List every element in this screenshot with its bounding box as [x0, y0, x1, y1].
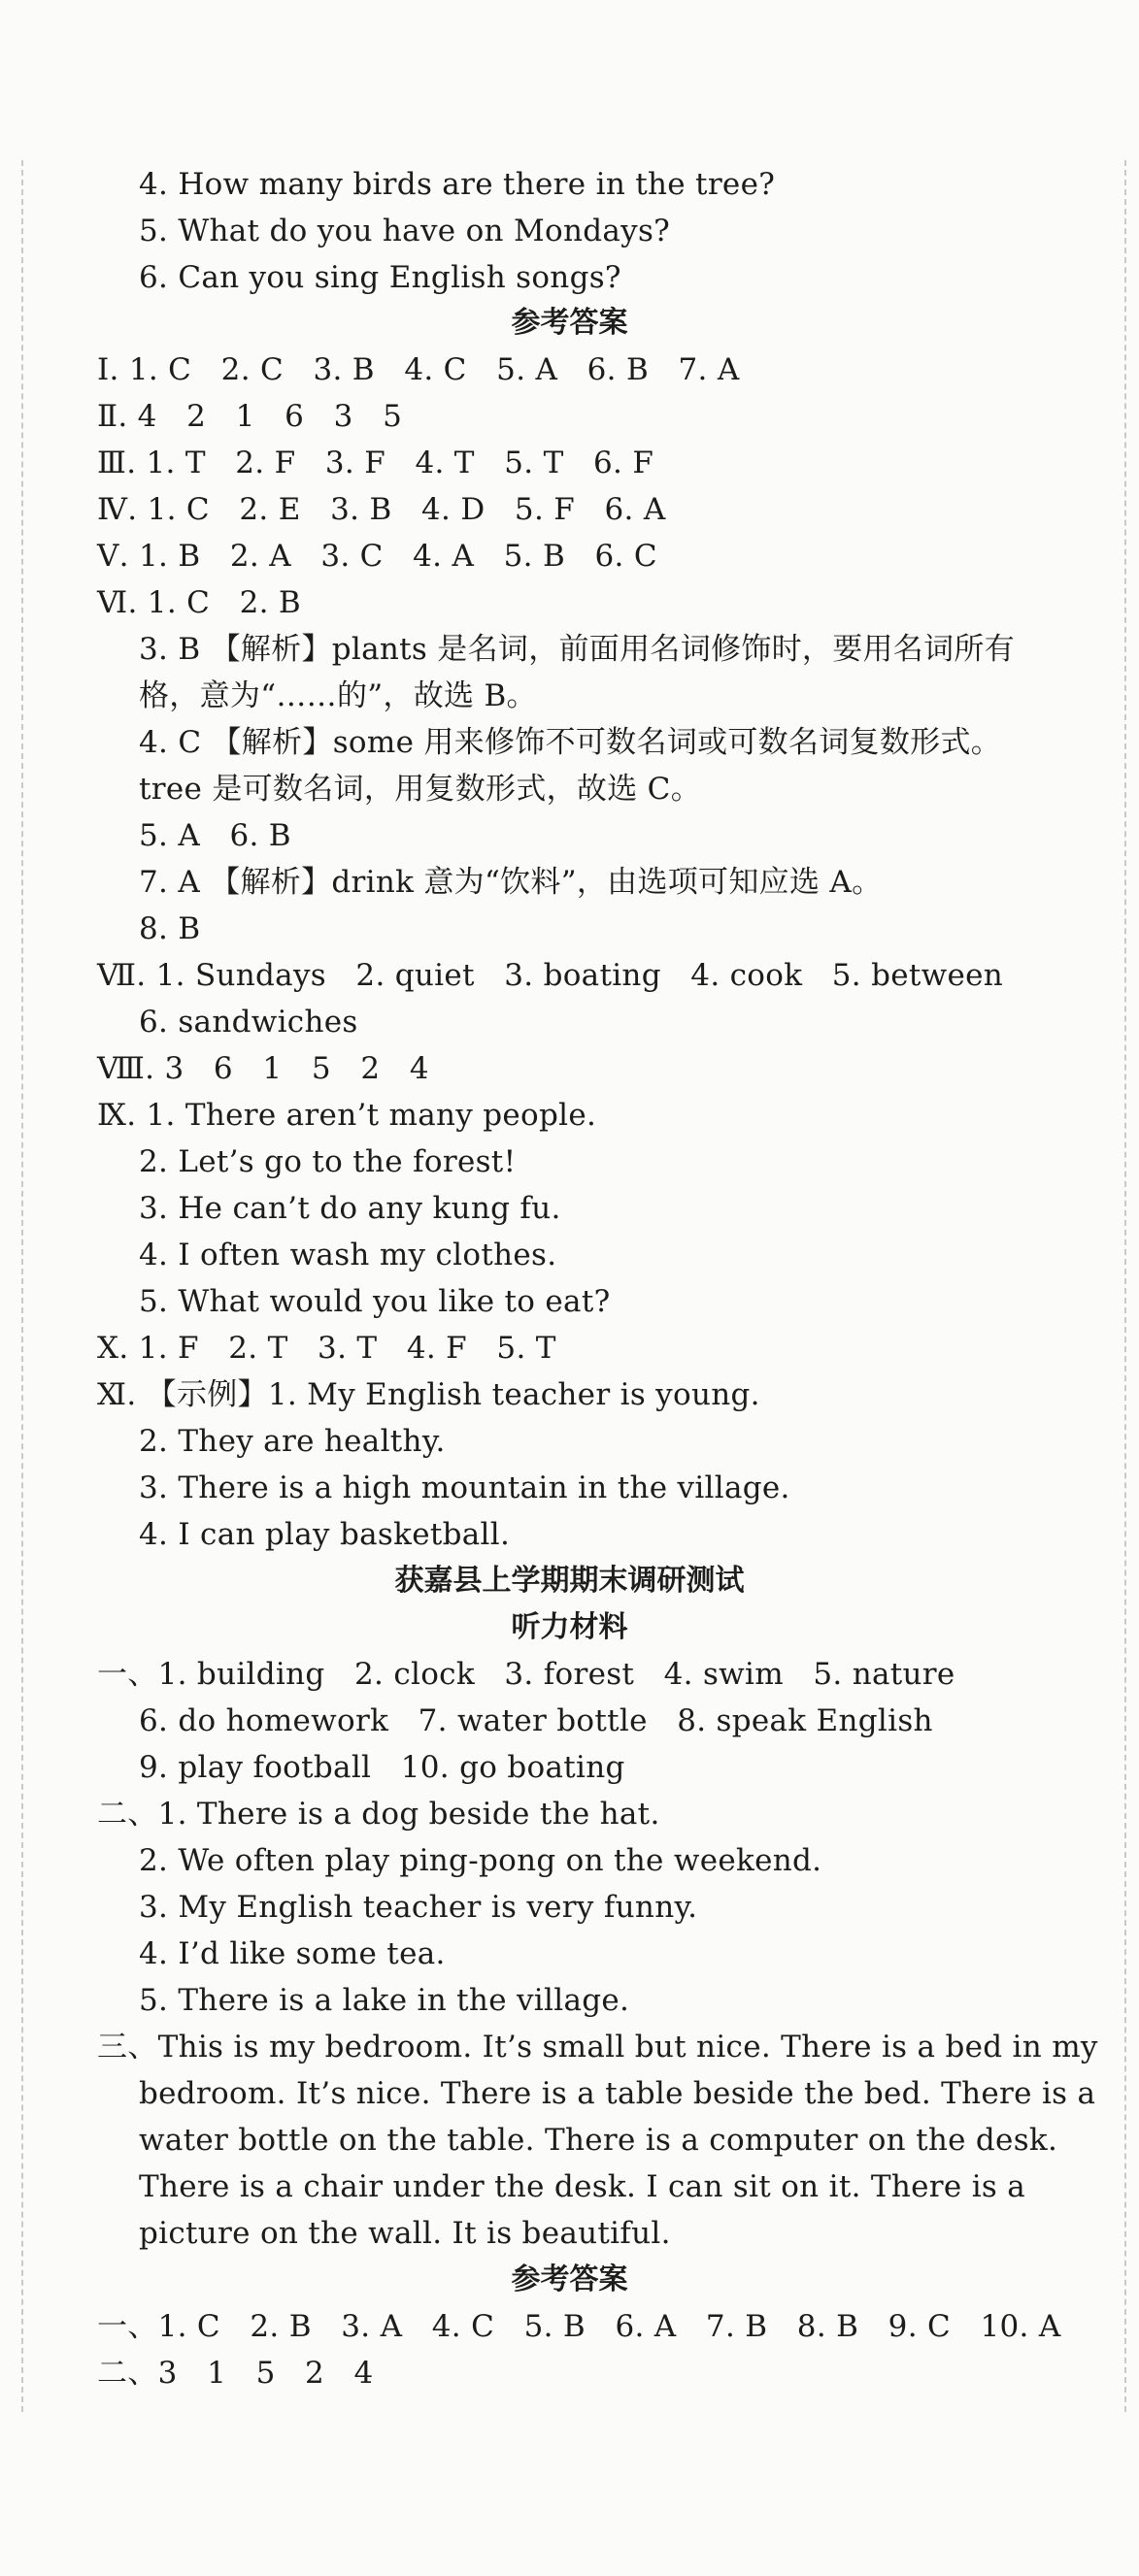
text-line: 3. My English teacher is very funny. — [139, 1890, 698, 1925]
text-line: Ⅴ. 1. B 2. A 3. C 4. A 5. B 6. C — [97, 539, 657, 574]
text-line: 4. How many birds are there in the tree? — [139, 167, 776, 202]
text-line: 三、This is my bedroom. It’s small but nice. There is a bed in my — [97, 2030, 1098, 2064]
text-line: 5. What do you have on Mondays? — [139, 214, 671, 248]
text-line: Ⅷ. 3 6 1 5 2 4 — [97, 1051, 429, 1086]
text-line: Ⅸ. 1. There aren’t many people. — [97, 1098, 597, 1133]
text-line: 一、1. building 2. clock 3. forest 4. swim 5. nature — [97, 1657, 955, 1692]
text-line: 3. He can’t do any kung fu. — [139, 1191, 561, 1226]
text-line: 5. A 6. B — [139, 818, 291, 853]
text-line: 4. I can play basketball. — [139, 1517, 511, 1552]
text-line: Ⅺ. 【示例】1. My English teacher is young. — [97, 1377, 760, 1412]
text-line: 6. do homework 7. water bottle 8. speak English — [139, 1703, 933, 1738]
text-line: Ⅶ. 1. Sundays 2. quiet 3. boating 4. cook 5. between — [97, 958, 1004, 993]
text-line: 5. There is a lake in the village. — [139, 1983, 630, 2018]
text-line: 8. B — [139, 911, 201, 946]
text-line: 3. B 【解析】plants 是名词，前面用名词修饰时，要用名词所有 — [139, 632, 1015, 667]
text-line: Ⅳ. 1. C 2. E 3. B 4. D 5. F 6. A — [97, 492, 666, 527]
text-line: Ⅲ. 1. T 2. F 3. F 4. T 5. T 6. F — [97, 446, 654, 480]
text-line: 2. Let’s go to the forest! — [139, 1144, 517, 1179]
text-line: 格，意为“……的”，故选 B。 — [139, 678, 537, 713]
text-line: 6. sandwiches — [139, 1005, 358, 1040]
text-line: 4. I often wash my clothes. — [139, 1238, 557, 1272]
section-heading: 听力材料 — [511, 1610, 628, 1644]
text-line: picture on the wall. It is beautiful. — [139, 2216, 671, 2251]
section-heading: 参考答案 — [511, 306, 628, 340]
text-line: Ⅰ. 1. C 2. C 3. B 4. C 5. A 6. B 7. A — [97, 352, 740, 387]
text-line: 5. What would you like to eat? — [139, 1284, 611, 1319]
text-line: 二、1. There is a dog beside the hat. — [97, 1797, 660, 1832]
text-line: 2. They are healthy. — [139, 1424, 446, 1459]
text-line: 4. C 【解析】some 用来修饰不可数名词或可数名词复数形式。 — [139, 725, 1002, 760]
text-line: 二、3 1 5 2 4 — [97, 2356, 374, 2391]
text-line: 4. I’d like some tea. — [139, 1936, 446, 1971]
text-line: Ⅱ. 4 2 1 6 3 5 — [97, 399, 403, 434]
section-heading: 参考答案 — [511, 2262, 628, 2296]
text-line: Ⅵ. 1. C 2. B — [97, 585, 302, 620]
text-line: 6. Can you sing English songs? — [139, 260, 621, 295]
text-line: tree 是可数名词，用复数形式，故选 C。 — [139, 772, 701, 807]
text-line: bedroom. It’s nice. There is a table beside the bed. There is a — [139, 2076, 1096, 2111]
section-heading: 获嘉县上学期期末调研测试 — [394, 1564, 745, 1598]
text-line: Ⅹ. 1. F 2. T 3. T 4. F 5. T — [97, 1331, 556, 1366]
text-line: There is a chair under the desk. I can sit on it. There is a — [139, 2169, 1026, 2204]
text-line: water bottle on the table. There is a computer on the desk. — [139, 2123, 1058, 2158]
text-line: 3. There is a high mountain in the village. — [139, 1470, 790, 1505]
text-line: 一、1. C 2. B 3. A 4. C 5. B 6. A 7. B 8. B 9. C 10. A — [97, 2309, 1061, 2344]
text-line: 9. play football 10. go boating — [139, 1750, 625, 1785]
text-line: 2. We often play ping-pong on the weekend. — [139, 1843, 822, 1878]
text-line: 7. A 【解析】drink 意为“饮料”，由选项可知应选 A。 — [139, 865, 883, 900]
right-margin-dashed-line — [1124, 160, 1126, 2412]
left-margin-dashed-line — [21, 160, 23, 2412]
